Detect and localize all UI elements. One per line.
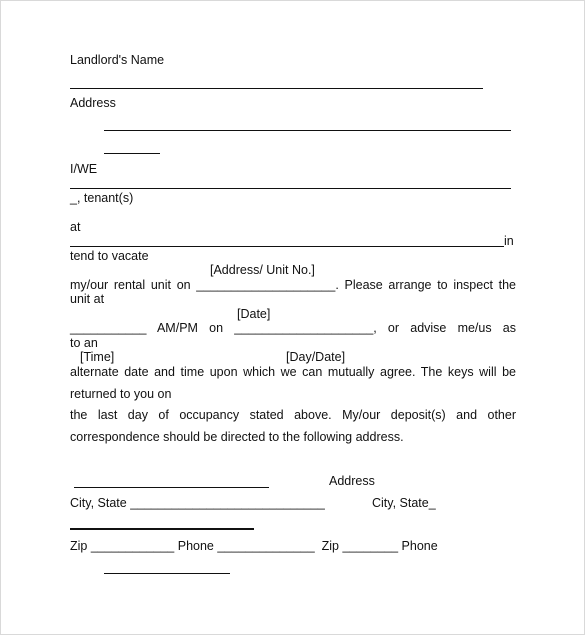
address-label: Address	[70, 96, 116, 110]
to-an-label: to an	[70, 336, 98, 350]
city-state-right: City, State_	[372, 496, 436, 510]
last-day-line: the last day of occupancy stated above. My/our deposit(s) and other	[70, 408, 516, 422]
landlord-name-line[interactable]	[70, 88, 483, 89]
city-state-left: City, State ____________________________	[70, 496, 325, 510]
ampm-line: ___________ AM/PM on ____________________, or advise me/us as	[70, 321, 516, 335]
iwe-label: I/WE	[70, 162, 98, 176]
rental-unit-line: my/our rental unit on ____________________. Please arrange to inspect the	[70, 278, 516, 292]
address-unit-hint: [Address/ Unit No.]	[210, 263, 315, 277]
day-date-hint: [Day/Date]	[286, 350, 346, 364]
address-line-2[interactable]	[104, 153, 160, 154]
date-hint: [Date]	[237, 307, 271, 321]
tenants-label: _, tenant(s)	[70, 191, 134, 205]
returned-line: returned to you on	[70, 387, 172, 401]
separator-line	[70, 528, 254, 530]
in-label: in	[504, 234, 514, 248]
landlord-name-label: Landlord's Name	[70, 53, 165, 67]
zip-phone-line: Zip ____________ Phone ______________ Zip ________ Phone	[70, 539, 438, 553]
tenant-name-line[interactable]	[70, 188, 511, 189]
intend-label: tend to vacate	[70, 249, 149, 263]
time-hint: [Time]	[80, 350, 115, 364]
address-line-1[interactable]	[104, 130, 511, 131]
alternate-line: alternate date and time upon which we can mutually agree. The keys will be	[70, 365, 516, 379]
rental-address-line[interactable]	[70, 246, 504, 247]
correspondence-line: correspondence should be directed to the following address.	[70, 430, 404, 444]
sig-address-label: Address	[329, 474, 375, 488]
at-label: at	[70, 220, 81, 234]
signature-line[interactable]	[74, 487, 269, 488]
unit-at-label: unit at	[70, 292, 105, 306]
phone-line[interactable]	[104, 573, 230, 574]
